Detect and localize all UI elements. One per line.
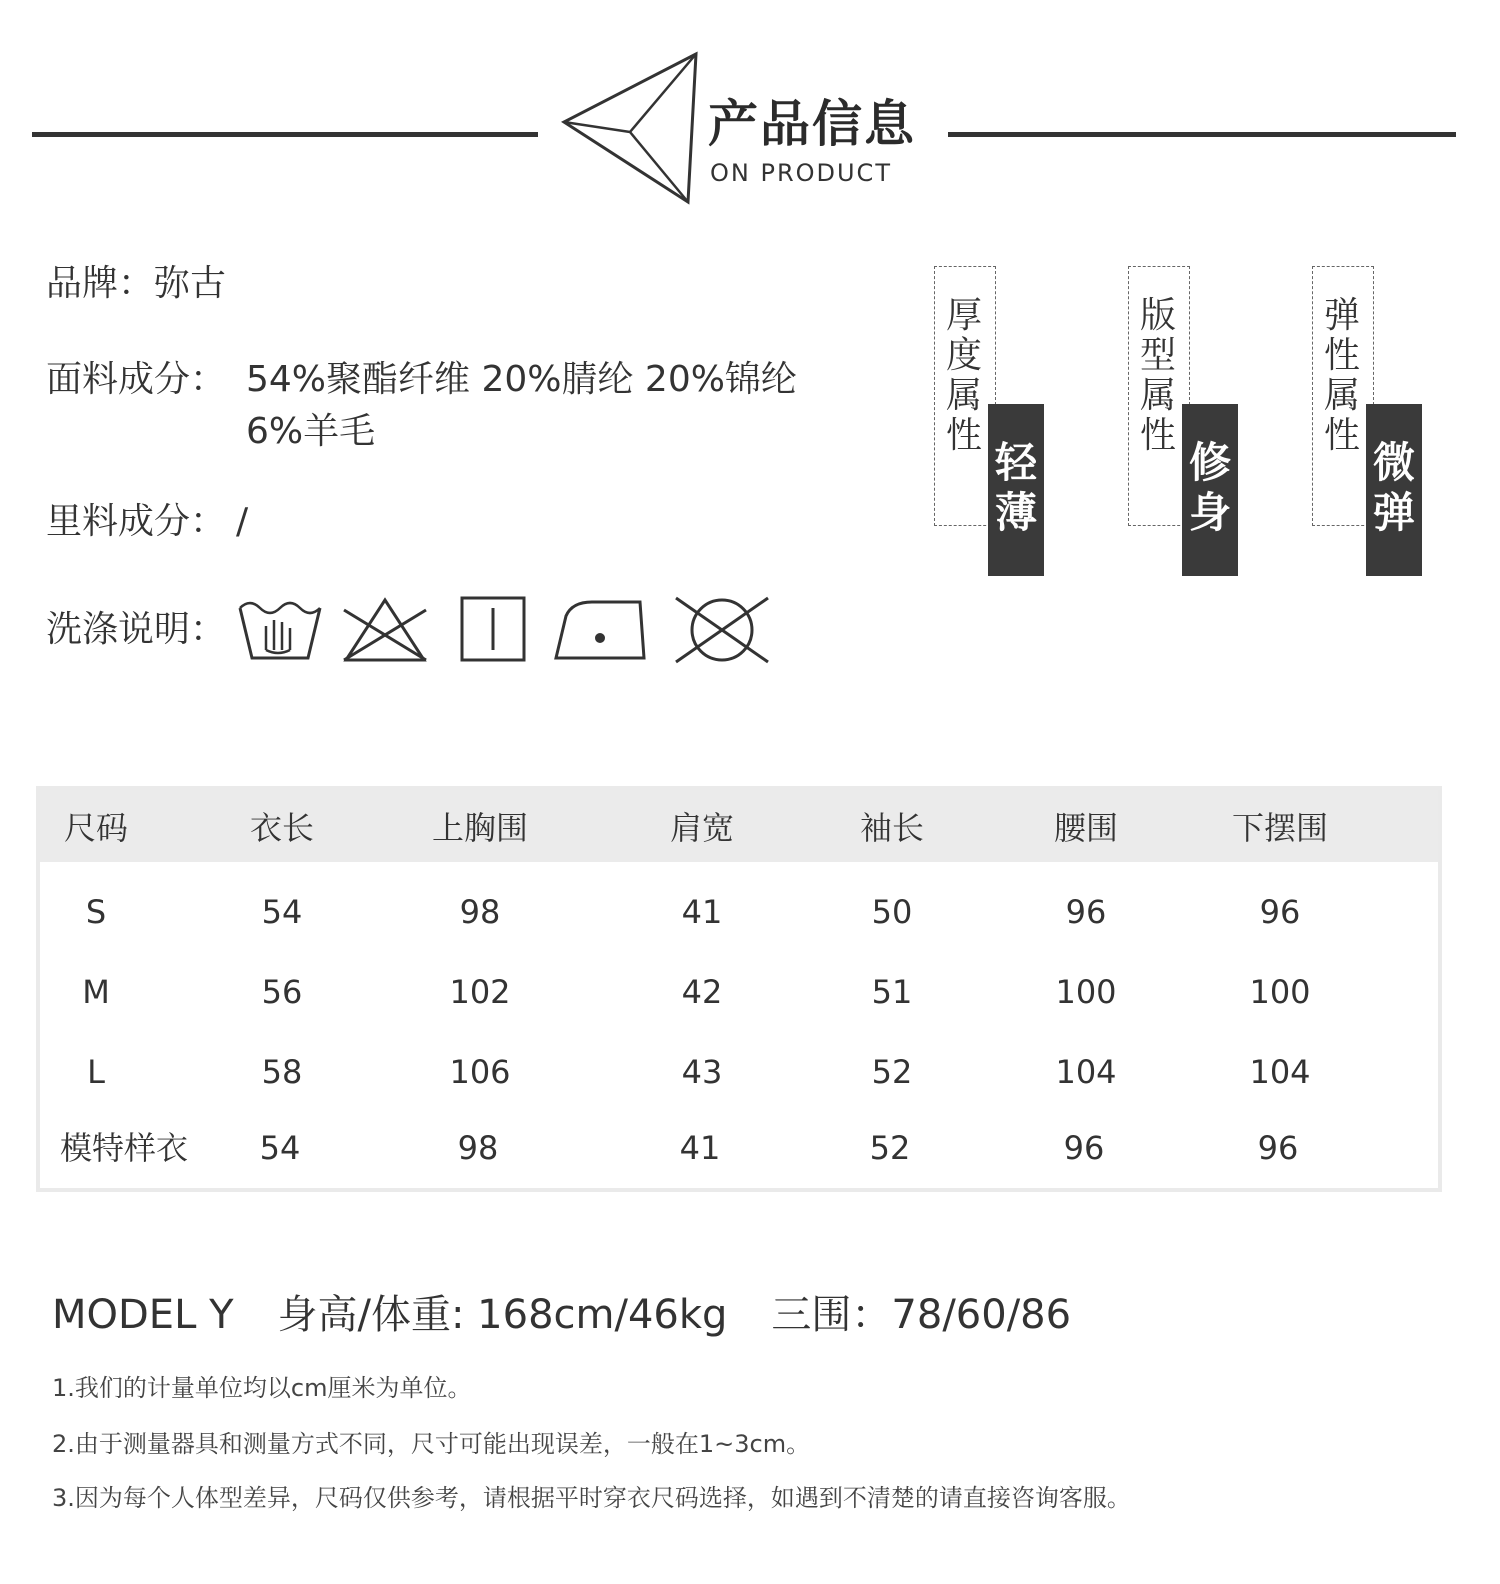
thickness-attr-label: 厚度属性 <box>945 295 982 456</box>
header-bust: 上胸围 <box>431 809 529 847</box>
wash-label: 洗涤说明： <box>46 609 227 650</box>
table-cell: 102 <box>449 973 511 1011</box>
iron-low-icon <box>552 594 648 666</box>
brand-value: 弥古 <box>154 263 227 304</box>
table-cell: 41 <box>681 893 723 931</box>
no-dry-clean-icon <box>672 594 772 666</box>
table-cell: 100 <box>1249 973 1311 1011</box>
fit-attr-value: 修身 <box>1182 404 1238 576</box>
fit-attr-label: 版型属性 <box>1139 295 1176 456</box>
hang-dry-icon <box>458 594 528 666</box>
lining-label: 里料成分： <box>46 501 227 542</box>
table-cell: 52 <box>871 1053 913 1091</box>
table-cell: 51 <box>871 973 913 1011</box>
header-size: 尺码 <box>63 809 129 847</box>
table-cell: 96 <box>1065 893 1107 931</box>
fabric-value-line2: 6%羊毛 <box>246 411 376 452</box>
header-waist: 腰围 <box>1053 809 1119 847</box>
header-line-left <box>32 132 538 137</box>
table-cell: S <box>85 893 107 931</box>
model-name: MODEL Y <box>52 1292 234 1338</box>
size-table <box>36 786 1442 1192</box>
fabric-label: 面料成分： <box>46 359 227 400</box>
table-cell: 52 <box>869 1129 911 1167</box>
lining-value: / <box>236 501 249 542</box>
header-sleeve: 袖长 <box>859 809 925 847</box>
no-bleach-icon <box>340 594 430 666</box>
header-length: 衣长 <box>249 809 315 847</box>
table-cell: 106 <box>449 1053 511 1091</box>
header-hem: 下摆围 <box>1231 809 1329 847</box>
thickness-attr-value: 轻薄 <box>988 404 1044 576</box>
table-cell: 41 <box>679 1129 721 1167</box>
table-cell: 98 <box>459 893 501 931</box>
triangle-logo-icon <box>558 50 700 206</box>
hand-wash-icon <box>236 594 324 666</box>
table-cell: 43 <box>681 1053 723 1091</box>
note-1: 1.我们的计量单位均以cm厘米为单位。 <box>52 1374 472 1402</box>
brand-label: 品牌： <box>46 263 155 304</box>
page-subtitle: ON PRODUCT <box>710 159 892 187</box>
table-cell: 104 <box>1249 1053 1311 1091</box>
table-cell: 58 <box>261 1053 303 1091</box>
table-cell: 56 <box>261 973 303 1011</box>
note-3: 3.因为每个人体型差异，尺码仅供参考，请根据平时穿衣尺码选择，如遇到不清楚的请直接咨询客服。 <box>52 1484 1131 1512</box>
note-2: 2.由于测量器具和测量方式不同，尺寸可能出现误差，一般在1~3cm。 <box>52 1430 811 1458</box>
table-cell: 96 <box>1257 1129 1299 1167</box>
header-shoulder: 肩宽 <box>669 809 735 847</box>
table-cell: 模特样衣 <box>59 1129 189 1167</box>
table-cell: 104 <box>1055 1053 1117 1091</box>
table-cell: 100 <box>1055 973 1117 1011</box>
table-cell: L <box>87 1053 105 1091</box>
fabric-value-line1: 54%聚酯纤维 20%腈纶 20%锦纶 <box>246 359 797 400</box>
page-title: 产品信息 <box>708 94 916 153</box>
stretch-attr-value: 微弹 <box>1366 404 1422 576</box>
model-measurements: 三围：78/60/86 <box>771 1292 1072 1338</box>
lining-row <box>46 498 248 546</box>
model-height-weight: 身高/体重: 168cm/46kg <box>277 1292 728 1338</box>
table-cell: 96 <box>1259 893 1301 931</box>
header-line-right <box>948 132 1456 137</box>
stretch-attr-label: 弹性属性 <box>1323 295 1360 456</box>
table-cell: 42 <box>681 973 723 1011</box>
brand-row <box>46 260 226 308</box>
table-cell: 50 <box>871 893 913 931</box>
table-cell: 98 <box>457 1129 499 1167</box>
table-cell: 96 <box>1063 1129 1105 1167</box>
table-cell: M <box>82 973 110 1011</box>
model-info <box>52 1290 1071 1340</box>
table-cell: 54 <box>259 1129 301 1167</box>
size-table-header <box>40 790 1438 862</box>
table-cell: 54 <box>261 893 303 931</box>
